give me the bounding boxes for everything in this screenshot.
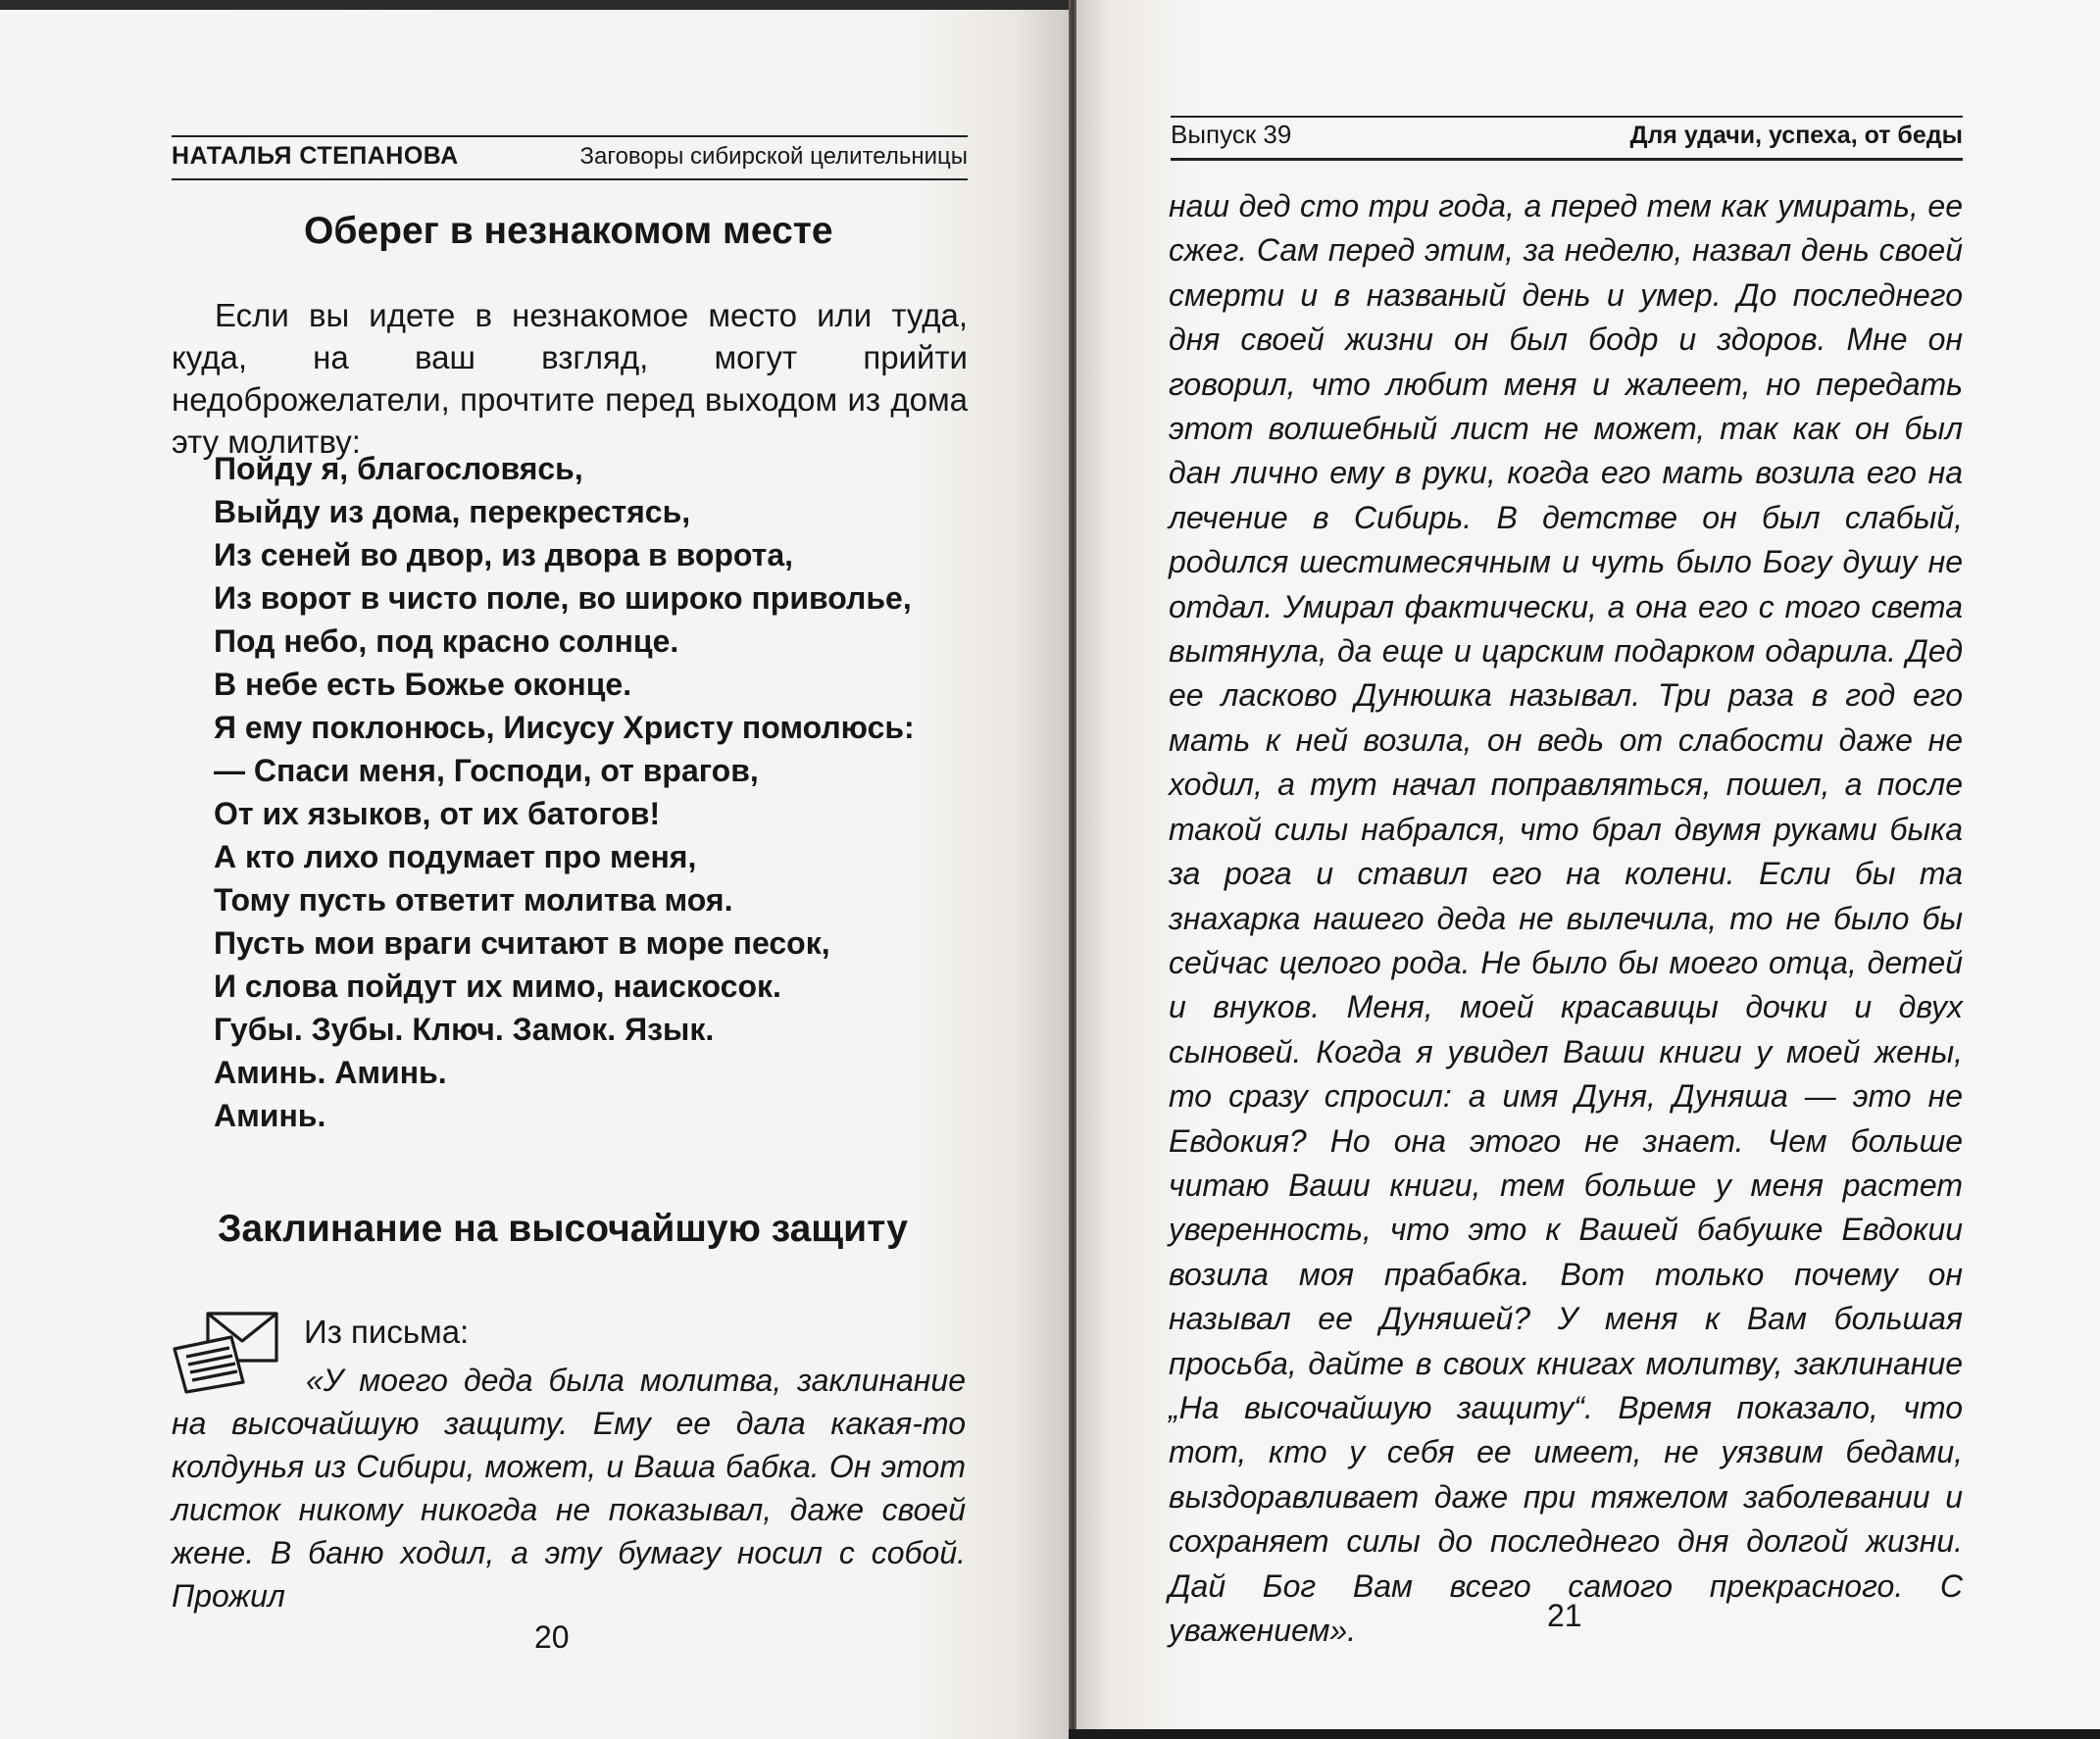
author-name: НАТАЛЬЯ СТЕПАНОВА [172, 142, 459, 170]
issue-number: Выпуск 39 [1171, 120, 1292, 149]
prayer-line: Аминь. Аминь. [214, 1055, 447, 1090]
right-page [1076, 0, 2100, 1729]
book-title: Заговоры сибирской целительницы [579, 143, 968, 170]
prayer-line: Аминь. [214, 1098, 326, 1133]
prayer-line: В небе есть Божье оконце. [214, 667, 632, 702]
letter-text-start [172, 1359, 966, 1617]
book-gutter [1069, 0, 1076, 1729]
letter-paragraph: наш дед сто три года, а перед тем как умирать, ее сжег. Сам перед этим, за неделю, назвал день своей смерти и в названый день и умер. До последнего дня своей жизни он был бодр и здоров. Мне он говорил, что любит меня и жалеет, но передать этот волшебный лист не может, так как он был дан лично ему в руки, когда его мать возила его на лечение в Сибирь. В детстве он был слабый, родился шестимесячным и чуть было Богу душу не отдал. Умирал фактически, а она его с того света вытянула, да еще и царским подарком одарила. Дед ее ласково Дунюшка называл. Три раза в год его мать к ней возила, он ведь от слабости даже не ходил, а тут начал поправляться, пошел, а после такой силы набрался, что брал двумя руками быка за рога и ставил его на колени. Если бы та знахарка нашего деда не вылечила, то не было бы сейчас целого рода. Не было бы моего отца, детей и внуков. Меня, моей красавицы дочки и двух сыновей. Когда я увидел Ваши книги у моей жены, то сразу спросил: а имя Дуня, Дуняша — это не Евдокия? Но она этого не знает. Чем больше читаю Ваши книги, тем больше у меня растет уверенность, что это к Вашей бабушке Евдокии возила моя прабабка. Вот только почему он называл ее Дуняшей? У меня к Вам большая просьба, дайте в своих книгах молитву, заклинание „На высочайшую защиту“. Время показало, что тот, кто у себя ее имеет, не уязвим бедами, выздоравливает даже при тяжелом заболевании и сохраняет силы до последнего дня долгой жизни. Дай Бог Вам всего самого прекрасного. С уважением». [1169, 188, 1963, 1648]
section-title-protection: Заклинание на высочайшую защиту [218, 1208, 908, 1250]
prayer-text [214, 447, 959, 1137]
letter-paragraph: «У моего деда была молитва, заклинание на высочайшую защиту. Ему ее дала какая-то колдунья из Сибири, может, и Ваша бабка. Он этот листок никому никогда не показывал, даже своей жене. В баню ходил, а эту бумагу носил с собой. Прожил [172, 1363, 966, 1614]
prayer-line: И слова пойдут их мимо, наискосок. [214, 969, 781, 1004]
prayer-line: Выйду из дома, перекрестясь, [214, 494, 691, 529]
intro-paragraph [172, 294, 968, 463]
intro-text: Если вы идете в незнакомое место или туда, куда, на ваш взгляд, могут прийти недоброжелатели, прочтите перед выходом из дома эту молитву: [172, 297, 968, 460]
prayer-line: Пусть мои враги считают в море песок, [214, 925, 830, 961]
prayer-line: Из ворот в чисто поле, во широко приволье, [214, 580, 912, 616]
prayer-line: Из сеней во двор, из двора в ворота, [214, 537, 794, 572]
prayer-line: От их языков, от их батогов! [214, 796, 661, 831]
section-title-amulet: Оберег в незнакомом месте [304, 210, 833, 252]
page-number-left: 20 [534, 1619, 570, 1655]
prayer-line: Я ему поклонюсь, Иисусу Христу помолюсь: [214, 710, 915, 745]
letter-text-continued [1169, 184, 1963, 1653]
left-running-head [172, 135, 968, 180]
prayer-line: Губы. Зубы. Ключ. Замок. Язык. [214, 1012, 715, 1047]
page-number-right: 21 [1547, 1598, 1582, 1633]
prayer-line: А кто лихо подумает про меня, [214, 839, 697, 874]
letter-label: Из письма: [304, 1314, 470, 1350]
prayer-line: — Спаси меня, Господи, от врагов, [214, 753, 759, 788]
right-running-head [1171, 116, 1963, 161]
prayer-line: Пойду я, благословясь, [214, 451, 583, 486]
prayer-line: Под небо, под красно солнце. [214, 623, 679, 659]
issue-topic: Для удачи, успеха, от беды [1629, 122, 1963, 149]
prayer-line: Тому пусть ответит молитва моя. [214, 882, 733, 918]
